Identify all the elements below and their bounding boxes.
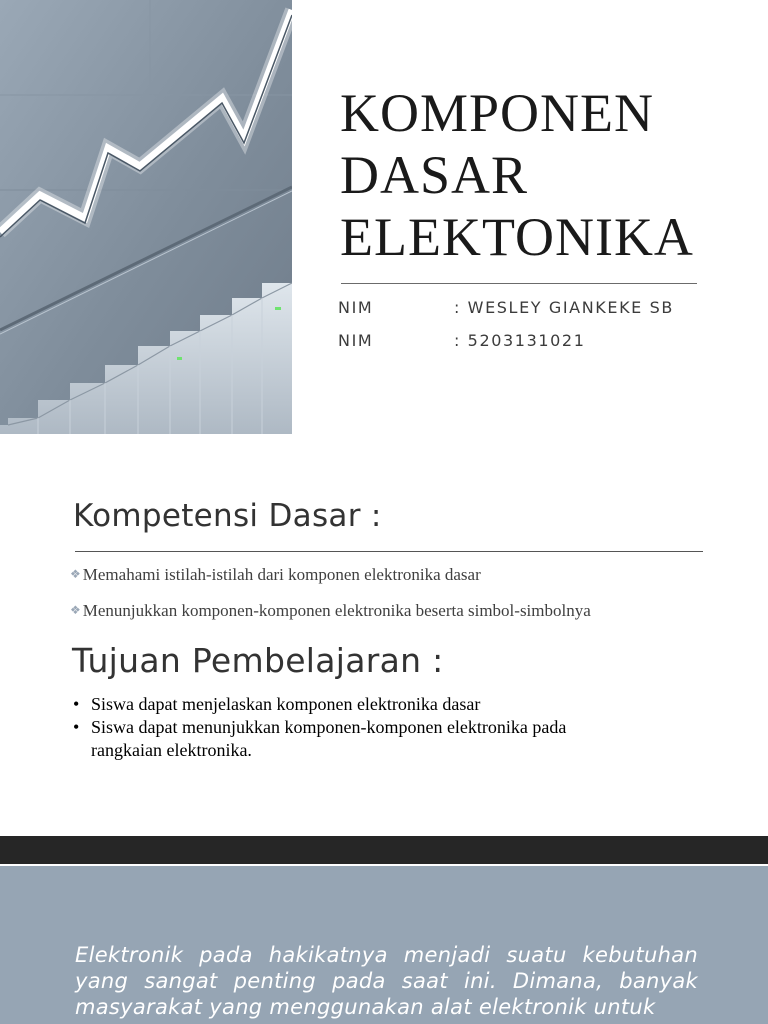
growth-chart-icon <box>0 0 292 434</box>
info-label: NIM <box>338 331 374 350</box>
info-value: : WESLEY GIANKEKE SB <box>454 298 674 317</box>
kompetensi-text: Menunjukkan komponen-komponen elektronika beserta simbol-simbolnya <box>82 601 591 620</box>
staircase-growth-photo <box>0 0 292 434</box>
kompetensi-item <box>70 601 591 621</box>
info-label: NIM <box>338 298 374 317</box>
diamond-bullet-icon: ❖ <box>70 567 81 581</box>
kompetensi-heading: Kompetensi Dasar : <box>73 498 382 534</box>
bullet-dot-icon: • <box>73 717 80 737</box>
presentation-title <box>340 82 760 268</box>
slide-separator-bar <box>0 836 768 864</box>
tujuan-heading: Tujuan Pembelajaran : <box>72 641 444 680</box>
kompetensi-text: Memahami istilah-istilah dari komponen elektronika dasar <box>82 565 481 584</box>
kompetensi-item <box>70 565 481 585</box>
title-line: KOMPONEN <box>340 83 655 143</box>
title-slide <box>0 0 768 434</box>
diamond-bullet-icon: ❖ <box>70 603 81 617</box>
tujuan-list <box>72 693 632 762</box>
list-item <box>72 693 632 716</box>
bullet-dot-icon: • <box>73 694 80 714</box>
info-value: : 5203131021 <box>454 331 586 350</box>
list-item <box>72 716 632 762</box>
info-row-name <box>338 298 674 317</box>
tujuan-text: Siswa dapat menunjukkan komponen-komponen elektronika pada rangkaian elektronika. <box>91 717 567 760</box>
tujuan-text: Siswa dapat menjelaskan komponen elektronika dasar <box>91 694 481 714</box>
info-row-nim <box>338 331 585 350</box>
title-divider <box>341 283 697 284</box>
kompetensi-divider <box>75 551 703 552</box>
intro-slide <box>0 866 768 1024</box>
title-line: ELEKTONIKA <box>340 207 694 267</box>
title-line: DASAR <box>340 145 529 205</box>
intro-paragraph: Elektronik pada hakikatnya menjadi suatu kebutuhan yang sangat penting pada saat ini. Dimana, banyak masyarakat yang menggunakan alat elektronik untuk <box>75 943 698 1019</box>
competency-slide <box>0 444 768 836</box>
